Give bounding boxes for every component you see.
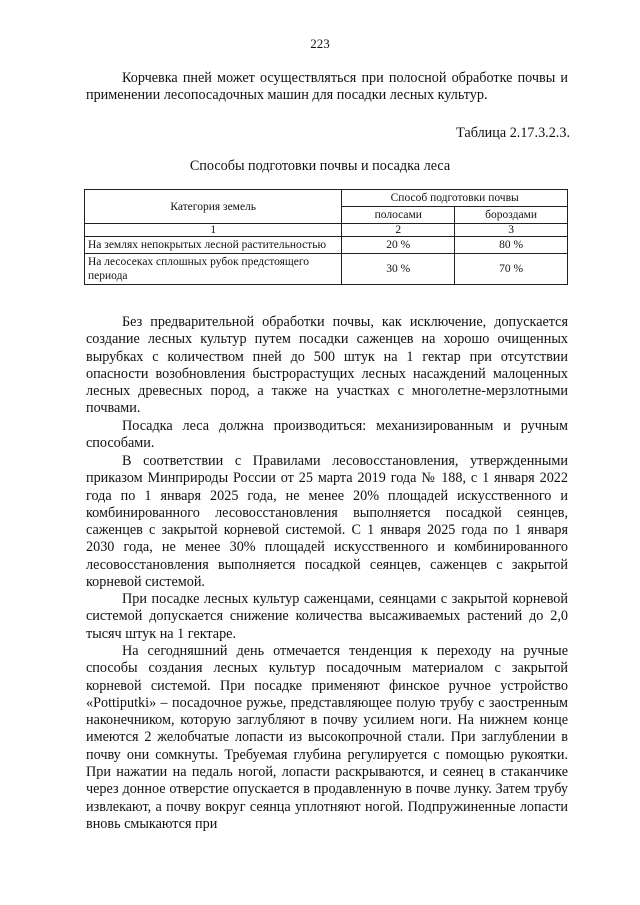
table-label: Таблица 2.17.3.2.3.	[456, 125, 570, 141]
body-paragraph: Без предварительной обработки почвы, как исключение, допускается создание лесных культур путем посадки саженцев на хорошо очищенных вырубках с количеством пней до 500 штук на 1 гектар при отсутствии опасности возобновления быстрорастущих лесных насаждений малоценных лесных древесных пород, а также на участках с многолетне-мерзлотными почвами.	[86, 314, 568, 417]
body-paragraph: При посадке лесных культур саженцами, сеянцами с закрытой корневой системой допускается снижение количества высаживаемых растений до 2,0 тысяч штук на 1 гектаре.	[86, 591, 568, 642]
table-title: Способы подготовки почвы и посадка леса	[189, 158, 451, 174]
row-furrows-value: 70 %	[455, 254, 568, 285]
table-header-row	[85, 190, 568, 207]
soil-preparation-table	[84, 189, 568, 285]
body-paragraph: В соответствии с Правилами лесовосстановления, утвержденными приказом Минприроды России от 25 марта 2019 года № 188, с 1 января 2022 года по 1 января 2025 года, не менее 20% площадей искусственного и комбинированного лесовосстановления выполняется посадкой сеянцев, саженцев с закрытой корневой системой. С 1 января 2025 года по 1 января 2030 года, не менее 30% площадей искусственного и комбинированного лесовосстановления выполняется посадкой сеянцев, саженцев с закрытой корневой системой.	[86, 453, 568, 591]
column-number: 3	[455, 224, 568, 237]
intro-paragraph: Корчевка пней может осуществляться при полосной обработке почвы и применении лесопосадочных машин для посадки лесных культур.	[86, 70, 568, 104]
row-strips-value: 20 %	[342, 237, 455, 254]
row-strips-value: 30 %	[342, 254, 455, 285]
header-category: Категория земель	[85, 190, 342, 224]
header-method: Способ подготовки почвы	[342, 190, 568, 207]
row-furrows-value: 80 %	[455, 237, 568, 254]
table-row	[85, 237, 568, 254]
column-number: 1	[85, 224, 342, 237]
column-number-row	[85, 224, 568, 237]
column-number: 2	[342, 224, 455, 237]
body-paragraph: Посадка леса должна производиться: механизированным и ручным способами.	[86, 418, 568, 452]
page-number: 223	[310, 36, 330, 51]
row-category: На землях непокрытых лесной растительностью	[85, 237, 342, 254]
table-row	[85, 254, 568, 285]
row-category: На лесосеках сплошных рубок предстоящего периода	[85, 254, 342, 285]
subheader-strips: полосами	[342, 207, 455, 224]
body-paragraph: На сегодняшний день отмечается тенденция к переходу на ручные способы создания лесных культур посадочным материалом с закрытой корневой системой. При посадке применяют финское ручное устройство «Pottiputki» – посадочное ружье, представляющее полую трубу с заостренным наконечником, которую заглубляют в почву усилием ноги. На нижнем конце имеются 2 желобчатые лопасти из высокопрочной стали. При заглублении в почву они сомкнуты. Требуемая глубина регулируется с помощью рукоятки. При нажатии на педаль ногой, лопасти раскрываются, и сеянец в стаканчике через донное отверстие опускается в продавленную в почве лунку. Затем трубу извлекают, а почву вокруг сеянца уплотняют ногой. Подпружиненные лопасти вновь смыкаются при	[86, 643, 568, 832]
subheader-furrows: бороздами	[455, 207, 568, 224]
